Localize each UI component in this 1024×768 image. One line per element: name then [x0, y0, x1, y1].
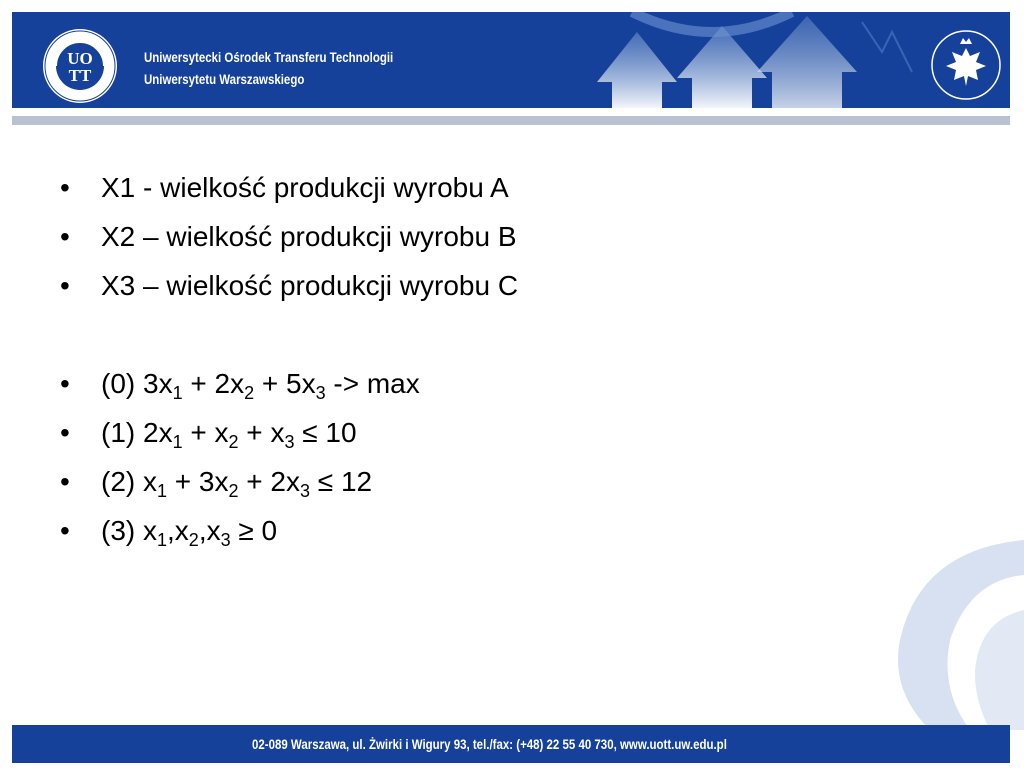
bullet-icon: •: [60, 368, 70, 399]
subscript: 1: [172, 383, 183, 403]
bullet-icon: •: [60, 466, 70, 497]
constraint-item: [60, 359, 860, 408]
university-emblem: [930, 26, 1002, 104]
bullet-icon: •: [60, 417, 70, 448]
subscript: 2: [228, 432, 239, 452]
subscript: 1: [172, 432, 183, 452]
bullet-icon: •: [60, 515, 70, 546]
header-banner: [12, 12, 1010, 108]
subscript: 3: [315, 383, 326, 403]
subscript: 3: [300, 481, 311, 501]
header-divider-white: [12, 108, 1010, 116]
footer-bar: [12, 725, 1010, 763]
variable-item: [60, 163, 860, 212]
list-spacer: [60, 310, 860, 359]
variable-text: X1 - wielkość produkcji wyrobu A: [101, 172, 509, 203]
variable-text: X3 – wielkość produkcji wyrobu C: [101, 270, 519, 301]
bullet-icon: •: [60, 172, 70, 203]
header-title: [144, 46, 448, 90]
constraint-text: (3) $x_1,x_2,x_3 \ge 0$: [101, 515, 278, 550]
constraint-text: (1) $2x_1 + x_2 + x_3 \le 10$: [101, 417, 357, 452]
slide-content: [60, 163, 860, 555]
bullet-icon: •: [60, 270, 70, 301]
subscript: 2: [188, 530, 199, 550]
circular-arrow-decoration: [840, 520, 1024, 730]
subscript: 3: [284, 432, 295, 452]
uott-logo: [42, 28, 118, 104]
constraint-text: (0) $3x_1 + 2x_2 + 5x_3 -> \max$: [101, 368, 420, 403]
subscript: 1: [157, 530, 168, 550]
constraint-item: [60, 408, 860, 457]
header-title-line1: Uniwersytecki Ośrodek Transferu Technologii: [144, 49, 394, 65]
subscript: 1: [157, 481, 168, 501]
svg-text:UO: UO: [67, 49, 93, 68]
variables-list: [60, 163, 860, 310]
variable-text: X2 – wielkość produkcji wyrobu B: [101, 221, 517, 252]
variable-item: [60, 212, 860, 261]
constraint-item: [60, 506, 860, 555]
subscript: 2: [228, 481, 239, 501]
constraints-list: [60, 359, 860, 555]
subscript: 3: [220, 530, 231, 550]
subscript: 2: [244, 383, 255, 403]
constraint-text: (2) $x_1 + 3x_2 + 2x_3 \le 12$: [101, 466, 373, 501]
header-divider-gray: [12, 116, 1010, 125]
footer-contact: 02-089 Warszawa, ul. Żwirki i Wigury 93, tel./fax: (+48) 22 55 40 730, www.uott.uw.edu.pl: [252, 736, 727, 752]
bullet-icon: •: [60, 221, 70, 252]
header-title-line2: Uniwersytetu Warszawskiego: [144, 71, 305, 87]
variable-item: [60, 261, 860, 310]
constraint-item: [60, 457, 860, 506]
svg-text:TT: TT: [68, 66, 92, 85]
